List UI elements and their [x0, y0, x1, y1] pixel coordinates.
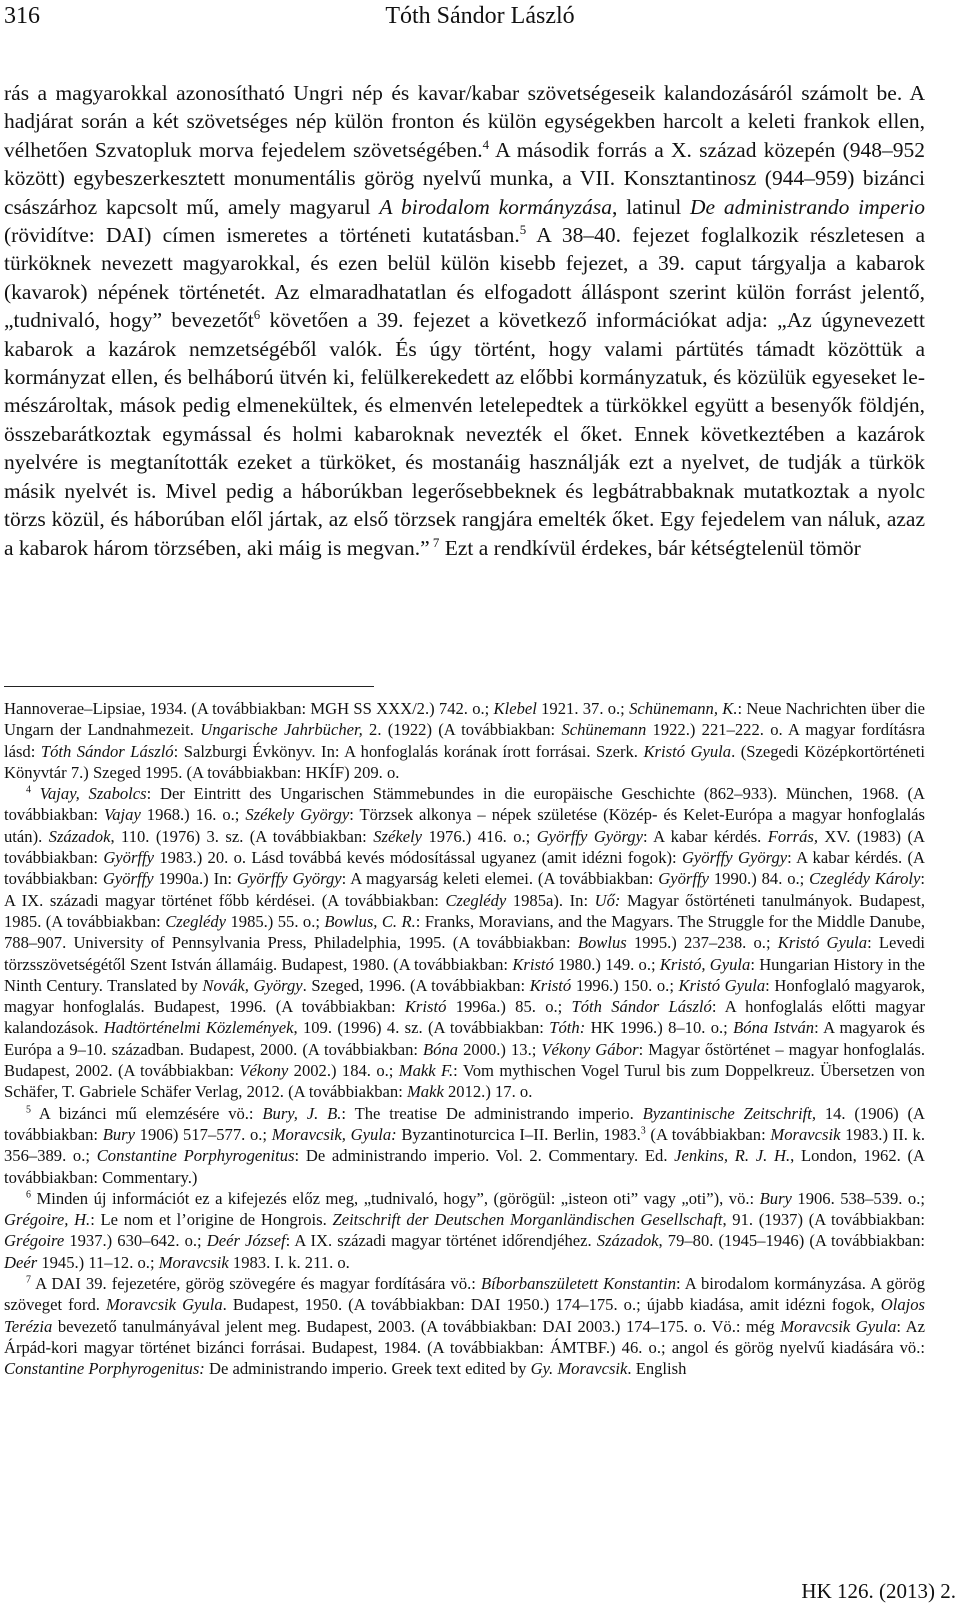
text-run: : Salzburgi Évkönyv. In: A honfoglalás korának írott forrásai. Szerk.: [173, 741, 644, 761]
footnote-separator: [4, 686, 374, 687]
text-run: : De administrando imperio. Vol. 2. Commentary. Ed.: [294, 1146, 675, 1166]
italic-text: Kristó, Gyula: [659, 954, 751, 974]
italic-text: De administrando imperio: [690, 194, 926, 219]
text-run: 1985.) 55. o.;: [226, 911, 325, 931]
text-run: (rövidítve: DAI) címen ismeretes a történeti kutatásban.: [4, 223, 520, 248]
italic-text: Györffy: [658, 869, 709, 889]
text-run: . Szeged, 1996. (A továbbiakban:: [302, 975, 530, 995]
text-run: 1996a.) 85. o.;: [446, 997, 572, 1017]
italic-text: Vékony Gábor: [541, 1039, 639, 1059]
text-run: : Der Eintritt des Ungarischen Stämmebundes in die europäische Geschichte (862–933). München, 1968. (A továbbiakban:: [4, 784, 925, 825]
italic-text: Ungarische Jahrbücher,: [200, 720, 363, 740]
footnote-ref: 6: [26, 1189, 31, 1201]
italic-text: Novák, György: [202, 975, 303, 995]
italic-text: Tóth:: [549, 1018, 586, 1038]
text-run: 1990.) 84. o.;: [708, 869, 810, 889]
footnote-fn-6: [4, 1188, 925, 1273]
footnote-ref: 7: [26, 1274, 31, 1286]
text-run: 1968.) 16. o.;: [140, 805, 246, 825]
text-run: 1906. 538–539. o.;: [791, 1188, 925, 1208]
italic-text: Forrás,: [767, 826, 818, 846]
text-run: : Franks, Moravians, and the Magyars. The Struggle for the Middle Danube, 788–907. University of Pennsylvania Press, Philadelphia, 1995. (A továbbiakban:: [4, 911, 925, 953]
text-run: , 110. (1976) 3. sz. (A továbbiakban:: [110, 826, 374, 846]
text-run: 1937.) 630–642. o.;: [64, 1231, 207, 1251]
text-run: 1983.) II. k. 356–389. o.;: [4, 1124, 926, 1166]
footnote-fn-cont: [4, 698, 925, 783]
text-run: . Budapest, 1950. (A továbbiakban: DAI 1950.) 174–175. o.; újabb kiadása, amit idézni fogok,: [222, 1295, 881, 1315]
italic-text: Deér: [4, 1252, 38, 1272]
italic-text: Györffy György: [681, 848, 788, 868]
italic-text: Moravcsik Gyula: [105, 1295, 223, 1315]
text-run: 1976.) 416. o.;: [422, 826, 537, 846]
text-run: : A IX. századi magyar történet időrendjéhez.: [285, 1231, 597, 1251]
italic-text: Bury: [759, 1188, 792, 1208]
text-run: Hannoverae–Lipsiae, 1934. (A továbbiakban: MGH SS XXX/2.) 742. o.;: [4, 699, 494, 718]
text-run: Byzantinoturcica I–II. Berlin, 1983.: [396, 1124, 641, 1144]
italic-text: Constantine Porphyrogenitus: [96, 1146, 295, 1166]
italic-text: Makk F.: [398, 1061, 454, 1081]
italic-text: Györffy: [103, 848, 155, 868]
italic-text: Századok: [48, 826, 111, 846]
text-run: 2. (1922) (A továbbiakban:: [362, 720, 562, 740]
italic-text: Moravcsik: [770, 1124, 841, 1144]
italic-text: Schünemann, K.: [629, 699, 738, 718]
italic-text: Uő:: [594, 890, 621, 910]
text-run: : A IX. századi magyar történet főbb kérdései. (A továbbiakban:: [4, 869, 925, 910]
text-run: 1921. 37. o.;: [536, 699, 630, 718]
italic-text: Jenkins, R. J. H.: [674, 1146, 791, 1166]
text-run: : Levedi törzsszövetségétől Szent István államáig. Budapest, 1980. (A továbbiakban:: [4, 933, 925, 974]
italic-text: Bowlus, C. R.: [324, 911, 416, 931]
text-run: De administrando imperio. Greek text edited by: [204, 1359, 531, 1379]
text-run: : Magyar őstörténet – magyar honfoglalás. Budapest, 2002. (A továbbiakban:: [4, 1039, 926, 1081]
italic-text: Kristó Gyula: [643, 741, 732, 761]
text-run: 1906) 517–577. o.;: [134, 1124, 272, 1144]
italic-text: Czeglédy Károly: [809, 869, 921, 889]
text-run: 1922.) 221–222. o. A magyar fordításra lásd:: [4, 720, 925, 761]
text-run: 1980.) 149. o.;: [553, 954, 660, 974]
italic-text: Schünemann: [561, 720, 647, 740]
italic-text: Kristó Gyula: [777, 933, 868, 953]
text-run: . English: [627, 1359, 687, 1379]
text-run: : Vom mythischen Vogel Turul bis zum Doppelkreuz. Übersetzen von Schäfer, T. Gabriele Schäfer Verlag, 2012. (A továbbiakban:: [4, 1061, 925, 1102]
italic-text: Hadtörténelmi Közlemények: [103, 1018, 294, 1038]
footnote-fn-7: [4, 1273, 925, 1379]
italic-text: Századok: [596, 1231, 659, 1251]
text-run: rás a magyarokkal azonosítható Ungri nép és kavar/kabar szövetségeseik kalandozásáról számolt be. A hadjárat során a két szövetséges nép külön fronton és külön egységekben harcolt a keleti frankok ellen, vélhetően Szvatopluk morva fejedelem szövetségében.: [4, 81, 925, 162]
italic-text: Vajay: [103, 805, 141, 825]
text-run: 1990a.) In:: [153, 869, 237, 889]
text-run: : A honfoglalás előtti magyar kalandozások.: [4, 997, 925, 1038]
text-run: 14. (1906) (A továbbiakban:: [4, 1103, 926, 1144]
italic-text: Bowlus: [577, 933, 627, 953]
italic-text: Györffy György: [236, 869, 342, 889]
italic-text: Bóna István: [733, 1018, 815, 1038]
italic-text: Constantine Porphyrogenitus:: [4, 1359, 205, 1379]
text-run: Ezt a rendkívül érdekes, bár kétségtelenül tömör: [439, 535, 861, 560]
text-run: : Az Árpád-kori magyar történet bizánci forrásai. Budapest, 1984. (A továbbiakban: ÁMTBF.) 46. o.; angol és görög nyelvű kiadására vö.:: [4, 1316, 925, 1357]
text-run: (A továbbiakban:: [645, 1124, 771, 1144]
text-run: : A magyarság keleti elemei. (A továbbiakban:: [341, 869, 659, 889]
text-run: 1945.) 11–12. o.;: [37, 1252, 159, 1272]
italic-text: Kristó: [512, 954, 554, 974]
text-run: XV. (1983) (A továbbiakban:: [4, 826, 925, 868]
italic-text: Klebel: [493, 699, 537, 718]
italic-text: Gy. Moravcsik: [530, 1359, 628, 1379]
italic-text: Moravcsik, Gyula:: [271, 1124, 397, 1144]
italic-text: Vékony: [239, 1061, 289, 1081]
italic-text: Györffy: [102, 869, 154, 889]
footnotes: [4, 698, 925, 1380]
text-run: A 38–40. fejezet foglalkozik részletesen a türköknek nevezett magyarokkal, és ezen belül külön kisebb fejezet, a 39. caput tárgyalja a kabarok (kavarok) népének történetét. Az elmaradhatatlan és elfogadott álláspont szerint külön forrást jelentő, „tudnivaló, hogy” bevezetőt: [4, 223, 925, 333]
text-run: Minden új információt ez a kifejezés előz meg, „tudnivaló, hogy”, (görögül: „isteon oti” vagy „oti”), vö.:: [30, 1188, 760, 1208]
italic-text: A birodalom kormányzása: [379, 194, 613, 219]
italic-text: Deér József: [206, 1231, 286, 1251]
footnote-fn-5: [4, 1103, 925, 1188]
italic-text: Székely György: [245, 805, 350, 825]
text-run: 1983.) 20. o. Lásd továbbá kevés módosítással ugyanez (amit idézni fogok):: [154, 848, 682, 868]
italic-text: Tóth Sándor László: [40, 741, 174, 761]
text-run: : A magyarok és Európa a 9–10. században. Budapest, 2000. (A továbbiakban:: [4, 1018, 926, 1059]
text-run: 2012.) 17. o.: [443, 1082, 533, 1102]
text-run: A második forrás a X. század közepén (948–952 között) egybeszerkesztett monumentális görög nyelvű munka, a VII. Konsztantinosz (944–959) bizánci császárhoz kapcsolt mű, amely magyarul: [4, 137, 926, 219]
page-number: 316: [4, 3, 40, 29]
text-run: , London, 1962. (A továbbiakban: Commentary.): [4, 1146, 925, 1187]
text-run: : Honfoglaló magyarok, magyar honfoglalás. Budapest, 1996. (A továbbiakban:: [4, 975, 926, 1017]
italic-text: Olajos Terézia: [4, 1295, 925, 1336]
text-run: 2000.) 13.;: [458, 1039, 542, 1059]
text-run: A bizánci mű elemzésére vö.:: [30, 1103, 263, 1123]
body-paragraph: [4, 79, 925, 562]
italic-text: Moravcsik: [158, 1252, 229, 1272]
text-run: : A birodalom kormányzása. A görög szöveget ford.: [4, 1274, 926, 1315]
text-run: 1996.) 150. o.;: [571, 975, 679, 995]
footnote-ref: 4: [482, 137, 490, 152]
italic-text: Moravcsik Gyula: [780, 1316, 897, 1336]
journal-reference: HK 126. (2013) 2.: [801, 1579, 956, 1603]
italic-text: Tóth Sándor László: [571, 997, 712, 1017]
text-run: 1995.) 237–238. o.;: [626, 933, 778, 953]
italic-text: Grégoire: [4, 1231, 65, 1251]
text-run: : Törzsek alkonya – népek születése (Közép- és Kelet-Európa a magyar honfoglalás után).: [4, 805, 926, 846]
footnote-ref: 6: [253, 308, 261, 323]
italic-text: Zeitschrift der Deutschen Morganländischen Gesellschaft: [332, 1210, 723, 1230]
text-run: , 109. (1996) 4. sz. (A továbbiakban:: [293, 1018, 550, 1038]
italic-text: Byzantinische Zeitschrift,: [642, 1103, 816, 1123]
text-run: , latinul: [612, 194, 690, 219]
page-header: [4, 2, 956, 32]
text-run: [31, 784, 40, 803]
text-run: : Le nom et l’origine de Hongrois.: [90, 1210, 333, 1230]
footnote-ref: 4: [26, 784, 31, 796]
text-run: : A kabar kérdés.: [642, 826, 768, 846]
italic-text: Bury: [102, 1124, 135, 1144]
text-run: : The treatise De administrando imperio.: [341, 1103, 643, 1123]
running-head-author: Tóth Sándor László: [385, 3, 575, 29]
italic-text: Czeglédy: [445, 890, 507, 910]
italic-text: Kristó: [404, 997, 447, 1017]
text-run: : Hungarian History in the Ninth Century. Translated by: [4, 954, 925, 995]
text-run: , 91. (1937) (A továbbiakban:: [722, 1210, 926, 1230]
italic-text: Bury, J. B.: [262, 1103, 342, 1123]
italic-text: Grégoire, H.: [4, 1210, 91, 1230]
text-run: HK 1996.) 8–10. o.;: [585, 1018, 734, 1038]
italic-text: Székely: [373, 826, 423, 846]
italic-text: Bíborbanszületett Konstantin: [480, 1274, 676, 1294]
text-run: 2002.) 184. o.;: [288, 1061, 399, 1081]
text-run: 1985a). In:: [506, 890, 595, 910]
italic-text: Bóna: [423, 1039, 459, 1059]
footnote-ref: 7: [429, 535, 440, 550]
italic-text: Makk: [406, 1082, 444, 1102]
text-run: A DAI 39. fejezetére, görög szövegére és magyar fordítására vö.:: [30, 1274, 481, 1294]
text-run: bevezető tanulmányával jelent meg. Budapest, 2003. (A továbbiakban: DAI 2003.) 174–175. o. Vö.: még: [52, 1316, 781, 1336]
text-run: . (Szegedi Középkortörténeti Könyvtár 7.) Szeged 1995. (A továbbiakban: HKÍF) 209. o.: [4, 741, 926, 782]
italic-text: Kristó: [529, 975, 572, 995]
text-run: követően a 39. fejezet a következő információkat adja: „Az úgynevezett kabarok a kazárok nemzetségéből valók. És úgy történt, hogy valami pártütés támadt közöttük a kormányzat ellen, és belháború ütvén ki, felülkerekedett az előbbi kormányzatuk, és közülük egyeseket lemészároltak, mások pedig elmenekültek, és elmenvén letelepedtek a türkökkel együtt a besenyők földjén, összebarátkoztak egymással és holmi kabaroknak nevezték el őket. Ennek következtében a kazárok nyelvére is megtanították ezeket a türköket, és mostanáig használják ezt a nyelvet, de tudják a türkök másik nyelvét is. Mivel pedig a háborúkban legerősebbeknek és legbátrabbaknak mutatkoztak a nyolc törzs közül, és háborúban elől jártak, az első törzsek rangjára emelték őket. Egy fejedelem van náluk, azaz a kabarok három törzsében, aki máig is megvan.”: [4, 308, 925, 560]
footnote-fn-4: [4, 783, 925, 1102]
italic-text: Györffy György: [536, 826, 643, 846]
footnote-ref: 3: [640, 1125, 646, 1137]
footnote-ref: 5: [26, 1104, 31, 1116]
text-run: 1983. I. k. 211. o.: [228, 1252, 350, 1272]
italic-text: Czeglédy: [165, 911, 227, 931]
text-run: Magyar őstörténeti tanulmányok. Budapest, 1985. (A továbbiakban:: [4, 890, 926, 931]
text-run: : A kabar kérdés. (A továbbiakban:: [4, 848, 925, 889]
italic-text: Kristó Gyula: [678, 975, 766, 995]
italic-text: Vajay, Szabolcs: [39, 784, 147, 804]
text-run: : Neue Nachrichten über die Ungarn der Landnahmezeit.: [4, 699, 925, 740]
footnote-ref: 5: [519, 222, 527, 237]
text-run: , 79–80. (1945–1946) (A továbbiakban:: [658, 1231, 926, 1251]
